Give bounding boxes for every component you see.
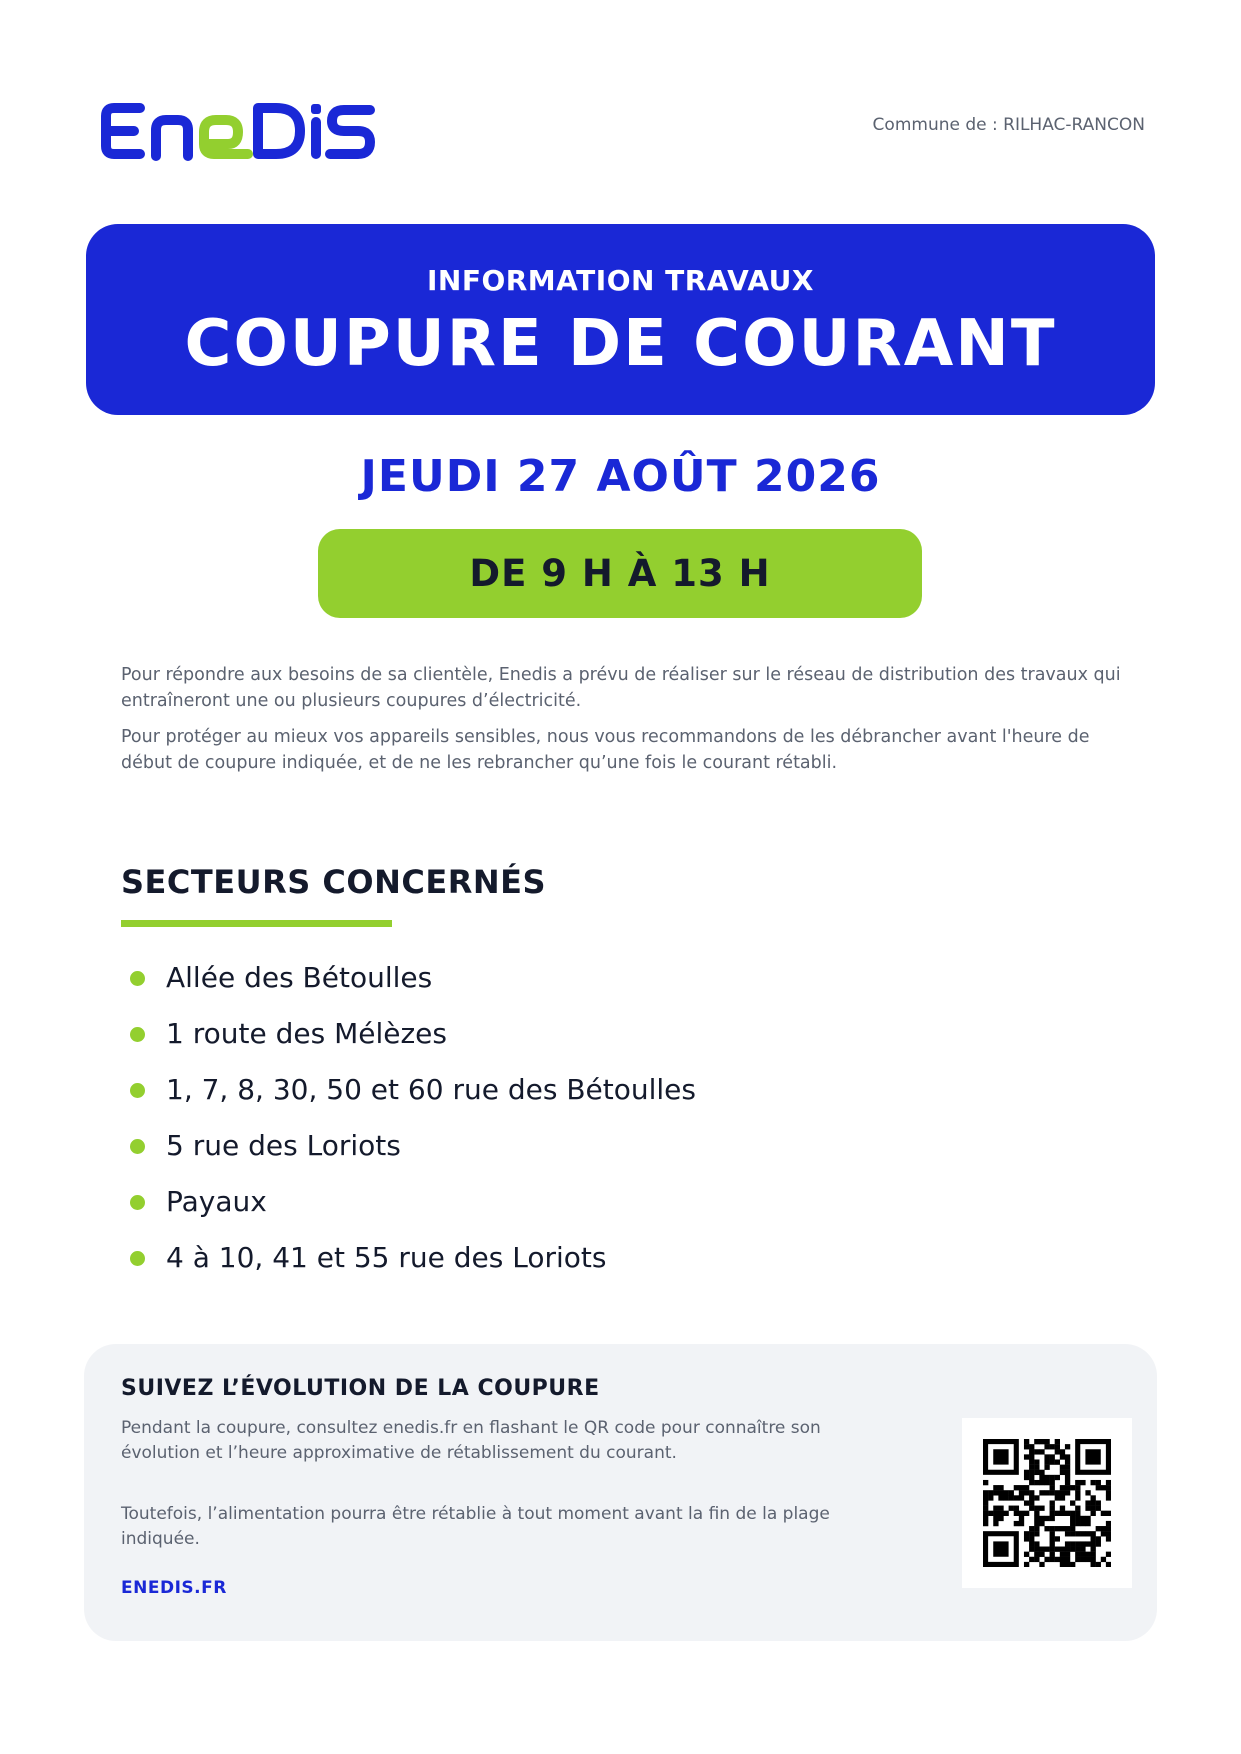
follow-paragraph-1: Pendant la coupure, consultez enedis.fr en flashant le QR code pour connaître son évolution et l’heure approximative de rétablissement du courant.	[121, 1418, 821, 1463]
sector-label: 1 route des Mélèzes	[166, 1017, 447, 1050]
follow-title: SUIVEZ L’ÉVOLUTION DE LA COUPURE	[121, 1376, 600, 1401]
sectors-title: SECTEURS CONCERNÉS	[121, 863, 547, 901]
outage-time-range	[318, 529, 922, 618]
bullet-icon	[130, 971, 145, 986]
title-banner	[86, 224, 1155, 415]
follow-panel	[84, 1344, 1157, 1641]
banner-headline: COUPURE DE COURANT	[184, 307, 1057, 381]
qr-code[interactable]	[962, 1418, 1132, 1588]
list-item	[121, 950, 696, 1006]
sector-label: Allée des Bétoulles	[166, 961, 433, 994]
list-item	[121, 1118, 696, 1174]
follow-paragraph-2: Toutefois, l’alimentation pourra être rétablie à tout moment avant la fin de la plage indiquée.	[121, 1504, 830, 1549]
commune-label: Commune de : RILHAC-RANCON	[872, 115, 1145, 135]
list-item	[121, 1062, 696, 1118]
qr-code-icon	[983, 1439, 1111, 1567]
sector-list	[121, 950, 696, 1286]
banner-kicker: INFORMATION TRAVAUX	[426, 264, 815, 297]
sector-label: 1, 7, 8, 30, 50 et 60 rue des Bétoulles	[166, 1073, 696, 1106]
bullet-icon	[130, 1195, 145, 1210]
list-item	[121, 1174, 696, 1230]
bullet-icon	[130, 1027, 145, 1042]
list-item	[121, 1006, 696, 1062]
intro-paragraph-2: Pour protéger au mieux vos appareils sensibles, nous vous recommandons de les débrancher avant l'heure de début de coupure indiquée, et de ne les rebrancher qu’une fois le courant rétabli.	[121, 727, 1090, 773]
time-range-label: DE 9 H À 13 H	[469, 552, 771, 595]
sector-label: Payaux	[166, 1185, 267, 1218]
enedis-link[interactable]: ENEDIS.FR	[121, 1578, 227, 1598]
intro-text	[121, 662, 1131, 786]
bullet-icon	[130, 1139, 145, 1154]
bullet-icon	[130, 1251, 145, 1266]
sectors-title-underline	[121, 920, 392, 927]
outage-date: JEUDI 27 AOÛT 2026	[360, 451, 881, 502]
sector-label: 4 à 10, 41 et 55 rue des Loriots	[166, 1241, 607, 1274]
sector-label: 5 rue des Loriots	[166, 1129, 401, 1162]
intro-paragraph-1: Pour répondre aux besoins de sa clientèle, Enedis a prévu de réaliser sur le réseau de distribution des travaux qui entraîneront une ou plusieurs coupures d’électricité.	[121, 665, 1121, 711]
enedis-logo	[100, 100, 376, 162]
bullet-icon	[130, 1083, 145, 1098]
list-item	[121, 1230, 696, 1286]
